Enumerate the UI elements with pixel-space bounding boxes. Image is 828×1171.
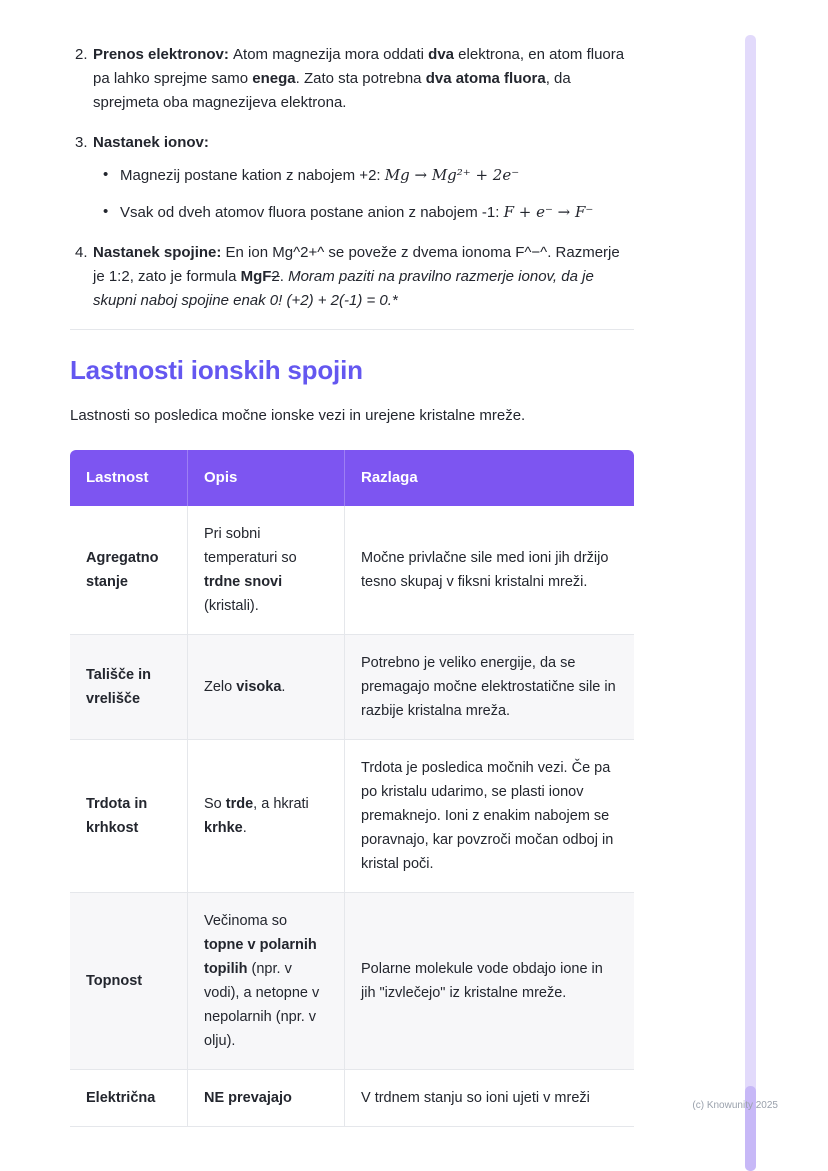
section-heading: Lastnosti ionskih spojin [70,355,363,385]
table-cell: Trdota je posledica močnih vezi. Če pa po kristalu udarimo, se plasti ionov premaknejo. Ioni z enakim nabojem se poravnajo, kar povzroči močan odboj in kristal poči. [344,740,634,893]
bullet-text: Vsak od dveh atomov fluora postane anion z nabojem -1: F + e⁻ → F⁻ [120,203,594,221]
table-cell: Agregatno stanje [70,506,187,635]
table-cell: Pri sobni temperaturi so trdne snovi (kristali). [187,506,344,635]
header-cell-lastnost: Lastnost [70,450,187,506]
bullet-list [93,163,634,225]
table-cell: Potrebno je veliko energije, da se premagajo močne elektrostatične sile in razbije kristalna mreža. [344,635,634,740]
list-item-text: Nastanek ionov: [93,134,209,151]
scrollbar-thumb[interactable] [745,1086,756,1171]
properties-table [70,450,634,1127]
table-cell: Zelo visoka. [187,635,344,740]
list-item-3 [70,131,634,225]
table-row [70,635,634,740]
bullet-marker: • [103,166,109,183]
list-number: 2. [75,46,88,63]
section-divider [70,329,634,330]
list-number: 3. [75,134,88,151]
header-cell-opis: Opis [187,450,344,506]
table-cell: Močne privlačne sile med ioni jih držijo tesno skupaj v fiksni kristalni mreži. [344,506,634,635]
table-cell: Topnost [70,893,187,1070]
table-cell: Električna [70,1070,187,1127]
table-cell: NE prevajajo [187,1070,344,1127]
header-cell-razlaga: Razlaga [344,450,634,506]
table-cell: Tališče in vrelišče [70,635,187,740]
table-row [70,740,634,893]
bullet-marker: • [103,203,109,220]
list-item-2 [70,43,634,115]
table-row [70,893,634,1070]
list-number: 4. [75,244,88,261]
list-item-text: Nastanek spojine: En ion Mg^2+^ se poveže z dvema ionoma F^−^. Razmerje je 1:2, zato je formula MgF2. Moram paziti na pravilno razmerje ionov, da je skupni naboj spojine enak 0! (+2) + 2(-1) = 0.* [93,244,620,309]
bullet-text: Magnezij postane kation z nabojem +2: Mg → Mg²⁺ + 2e⁻ [120,166,520,184]
bullet-item [93,200,634,225]
document-content [70,43,634,1127]
bullet-item [93,163,634,188]
table-cell: So trde, a hkrati krhke. [187,740,344,893]
table-cell: Trdota in krhkost [70,740,187,893]
table-row [70,1070,634,1127]
table-cell: Polarne molekule vode obdajo ione in jih "izvlečejo" iz kristalne mreže. [344,893,634,1070]
list-item-4 [70,241,634,313]
section-intro: Lastnosti so posledica močne ionske vezi in urejene kristalne mreže. [70,407,526,424]
list-item-text: Prenos elektronov: Atom magnezija mora oddati dva elektrona, en atom fluora pa lahko sprejme samo enega. Zato sta potrebna dva atoma fluora, da sprejmeta oba magnezijeva elektrona. [93,46,625,111]
table-row [70,506,634,635]
table-cell: Večinoma so topne v polarnih topilih (npr. v vodi), a netopne v nepolarnih (npr. v olju). [187,893,344,1070]
table-header-row [70,450,634,506]
scrollbar[interactable] [745,35,756,1171]
table-cell: V trdnem stanju so ioni ujeti v mreži [344,1070,634,1127]
watermark: (c) Knowunity 2025 [692,1100,778,1111]
